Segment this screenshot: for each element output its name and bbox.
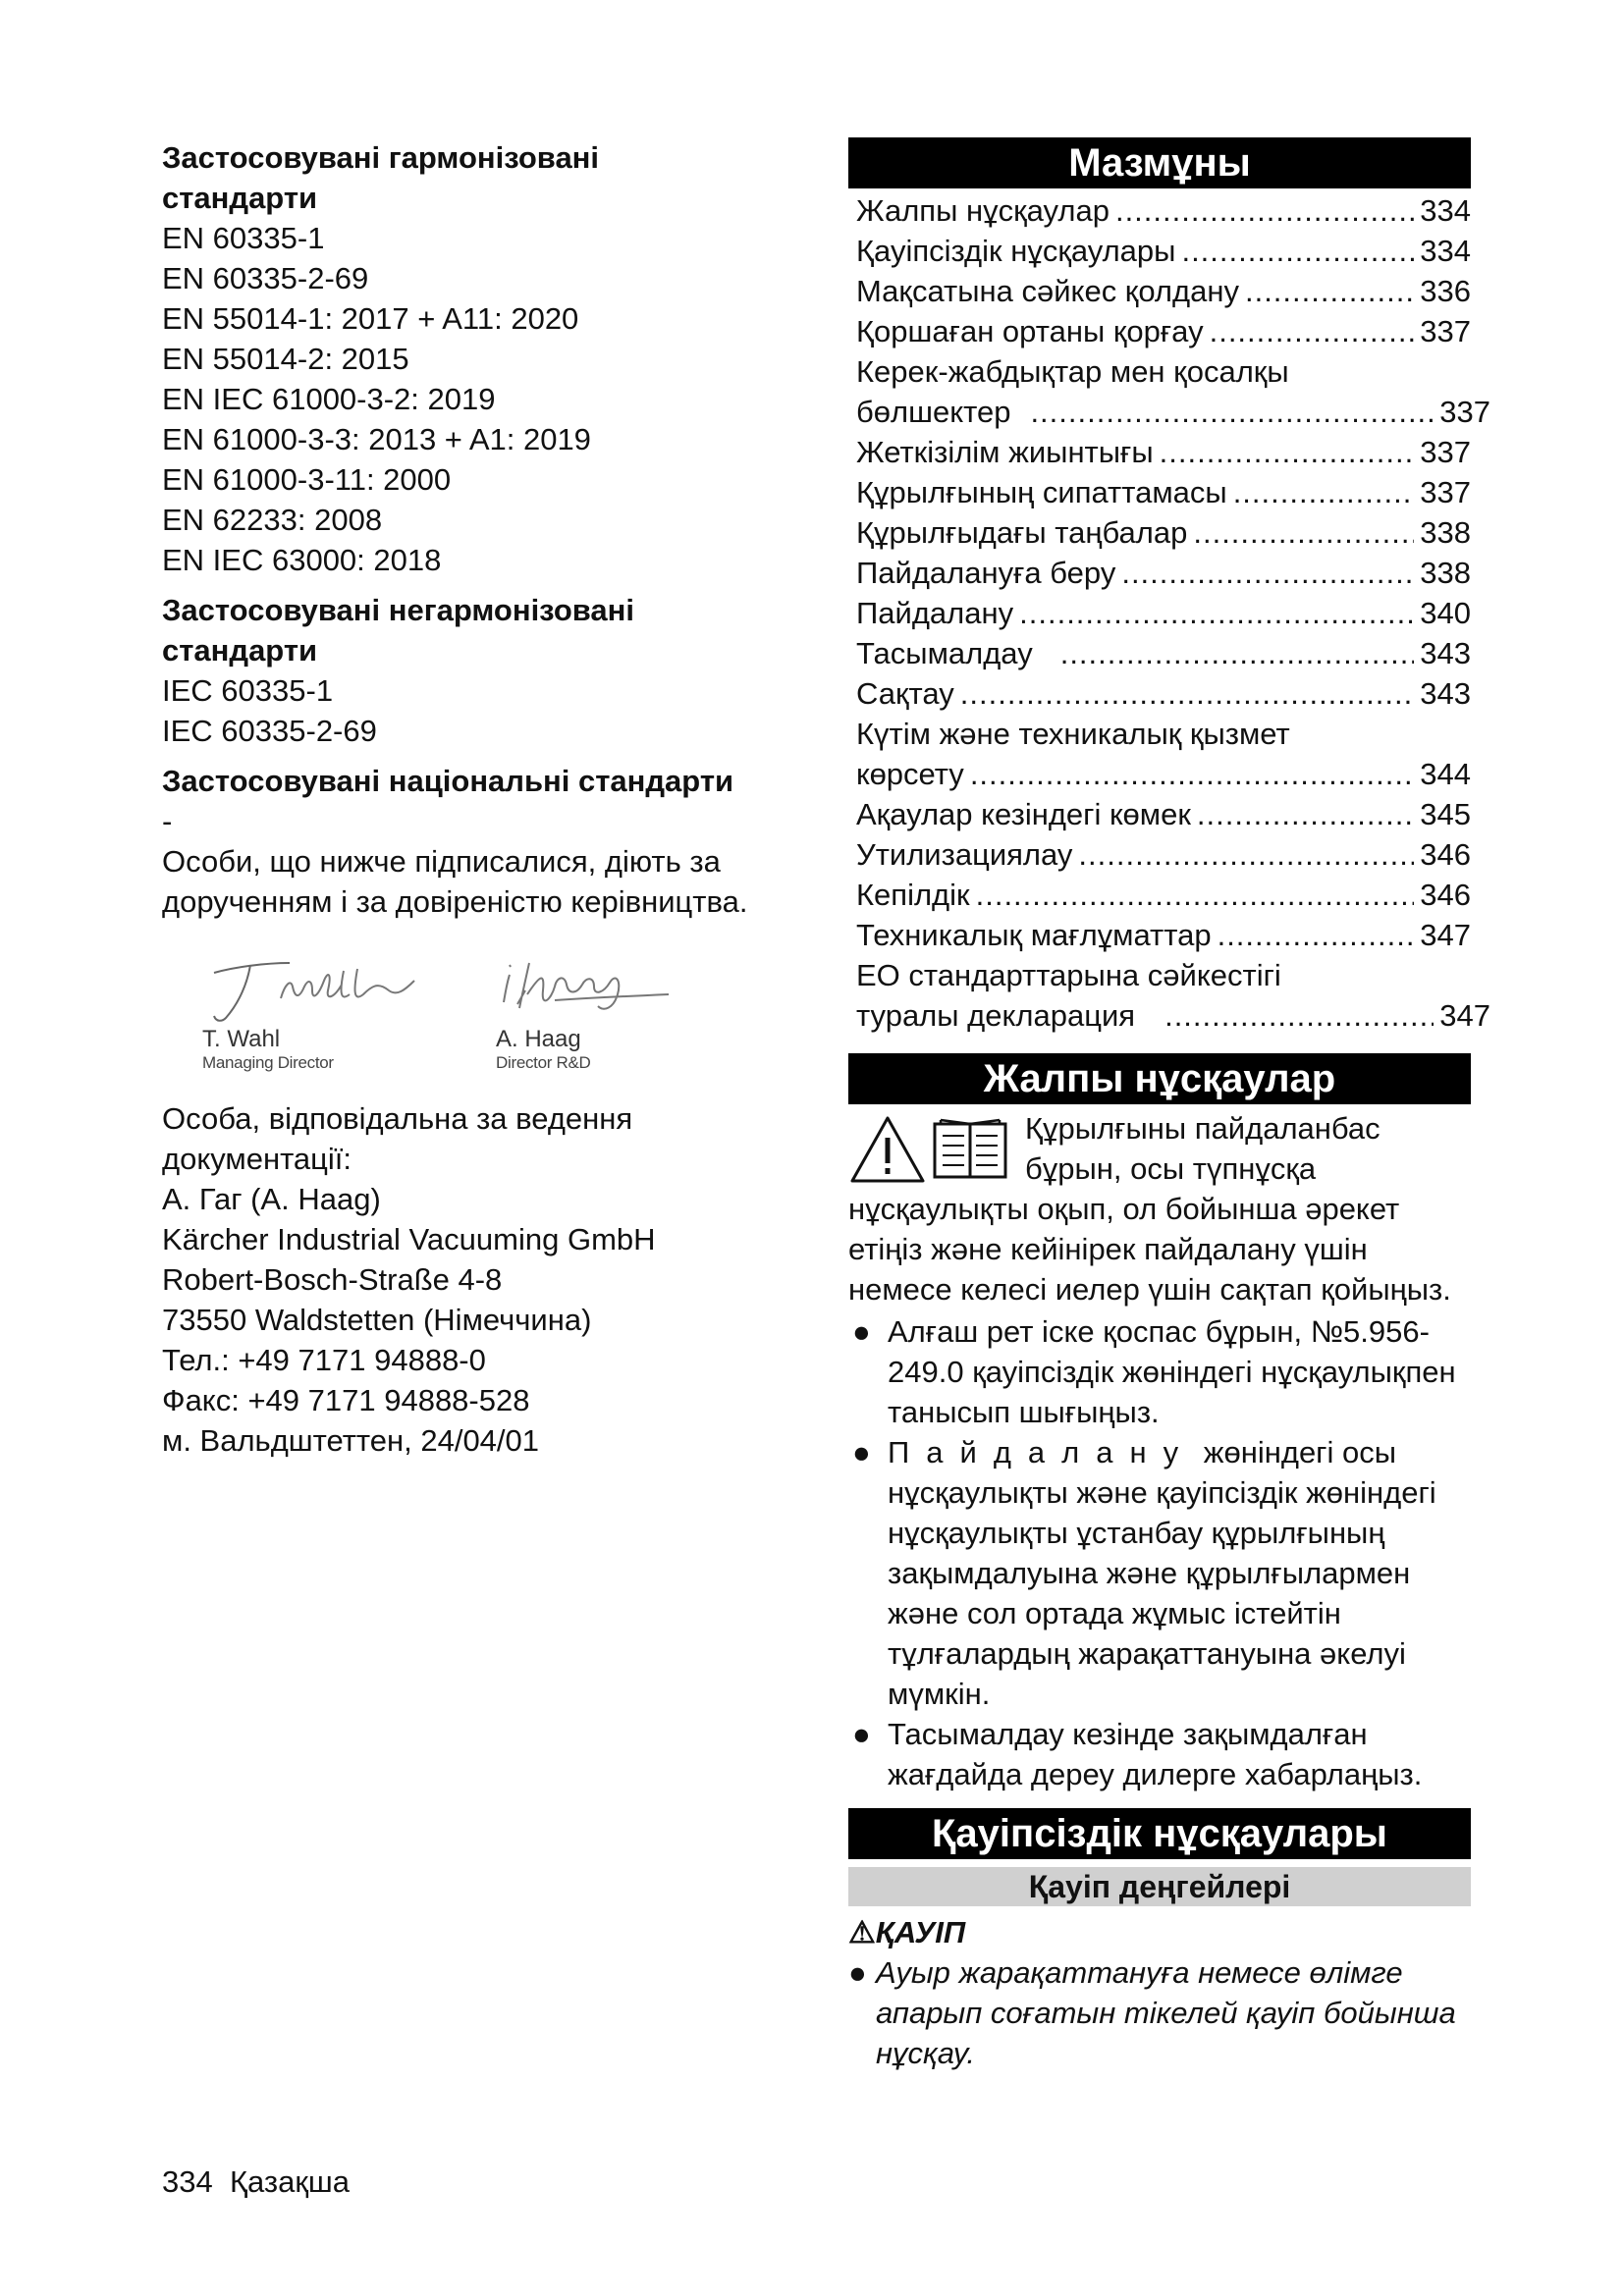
handwritten-signature-icon xyxy=(196,951,432,1026)
bullet-text: Алғаш рет іске қоспас бұрын, №5.956-249.0 қауіпсіздік жөніндегі нұсқаулықпен танысып шығыңыз. xyxy=(888,1314,1456,1429)
general-intro-text: Құрылғыны пайдаланбас бұрын, осы түпнұсқа нұсқаулықты оқып, ол бойынша әрекет етіңіз және кейінірек пайдалану үшін немесе келесі иелер үшін сақтап қойыңыз. xyxy=(848,1111,1451,1307)
toc-entry-title: Күтім және техникалық қызмет xyxy=(856,717,1290,751)
contact-line: Факс: +49 7171 94888-528 xyxy=(162,1383,530,1417)
list-item xyxy=(848,1432,1471,1714)
standard-item: EN 55014-1: 2017 + A11: 2020 xyxy=(162,301,579,336)
toc-entry[interactable] xyxy=(856,875,1471,915)
toc-entry-page: 338 xyxy=(1420,515,1471,550)
page-number: 334 xyxy=(162,2164,213,2199)
right-column xyxy=(848,137,1490,2073)
toc-entry-page: 347 xyxy=(1439,998,1490,1033)
bullet-icon: ● xyxy=(848,1955,867,1990)
toc-entry[interactable] xyxy=(856,673,1471,714)
toc-entry[interactable] xyxy=(856,512,1471,553)
danger-label: ⚠ҚАУІП xyxy=(848,1915,966,1949)
hazard-levels-subtitle: Қауіп деңгейлері xyxy=(848,1867,1471,1906)
toc-entry[interactable] xyxy=(856,271,1471,311)
standard-item: EN 61000-3-11: 2000 xyxy=(162,462,452,497)
standard-item: EN IEC 61000-3-2: 2019 xyxy=(162,382,496,416)
toc-entry-title: ЕО стандарттарына сәйкестігі xyxy=(856,958,1281,992)
toc-entry-title: Жалпы нұсқаулар xyxy=(856,193,1110,228)
toc-entry-title: Пайдалануға беру xyxy=(856,556,1116,590)
toc-entry-page: 344 xyxy=(1420,757,1471,791)
safety-notes-title: Қауіпсіздік нұсқаулары xyxy=(848,1808,1471,1859)
toc-entry-page: 345 xyxy=(1420,797,1471,831)
danger-item xyxy=(848,1952,1471,2073)
toc-entry[interactable] xyxy=(856,432,1471,472)
contact-line: Kärcher Industrial Vacuuming GmbH xyxy=(162,1222,656,1256)
general-bullets xyxy=(848,1311,1471,1794)
toc-entry-title: Кепілдік xyxy=(856,878,970,912)
toc-entry[interactable] xyxy=(856,955,1490,1036)
contact-line: м. Вальдштеттен, 24/04/01 xyxy=(162,1423,540,1458)
toc-entry-page: 337 xyxy=(1420,475,1471,509)
toc-entry-page: 338 xyxy=(1420,556,1471,590)
contact-line: Robert-Bosch-Straße 4-8 xyxy=(162,1262,503,1297)
toc-entry-page: 343 xyxy=(1420,676,1471,711)
toc-entry[interactable] xyxy=(856,834,1471,875)
toc-entry[interactable] xyxy=(856,553,1471,593)
toc-entry-title: көрсету xyxy=(856,757,964,791)
toc-entry[interactable] xyxy=(856,351,1490,432)
toc-entry-page: 346 xyxy=(1420,837,1471,872)
warning-triangle-icon: ⚠ xyxy=(848,1915,876,1949)
signature-haag xyxy=(496,951,692,1073)
toc-entry-title: Техникалық мағлұматтар xyxy=(856,918,1212,952)
national-standards-value: - xyxy=(162,804,173,838)
signature-title: Managing Director xyxy=(202,1053,334,1072)
toc-entry[interactable] xyxy=(856,633,1471,673)
standard-item: EN 61000-3-3: 2013 + A1: 2019 xyxy=(162,422,591,456)
bullet-icon: ● xyxy=(852,1314,871,1349)
toc-entry-title: Жеткізілім жиынтығы xyxy=(856,435,1154,469)
toc-entry-title: туралы декларация xyxy=(856,998,1136,1033)
page-footer xyxy=(162,2162,350,2202)
bullet-text: жөніндегі осы нұсқаулықты және қауіпсіздік жөніндегі нұсқаулықты ұстанбау құрылғының зақымдалуына және құрылғылармен және сол ортада жұмыс істейтін тұлғалардың жарақаттануына әкелуі мүмкін. xyxy=(888,1435,1436,1711)
signature-name: T. Wahl xyxy=(202,1026,281,1052)
bullet-text: Тасымалдау кезінде зақымдалған жағдайда дереу дилерге хабарлаңыз. xyxy=(888,1717,1423,1791)
signature-title: Director R&D xyxy=(496,1053,591,1072)
nonharmonized-standards-heading: Застосовувані негармонізовані стандарти xyxy=(162,593,634,667)
toc-entry-title: Ақаулар кезіндегі көмек xyxy=(856,797,1191,831)
contact-line: Тел.: +49 7171 94888-0 xyxy=(162,1343,486,1377)
list-item xyxy=(848,1311,1471,1432)
bullet-spaced-word: Пайдалану xyxy=(888,1435,1196,1469)
table-of-contents xyxy=(848,190,1490,1036)
left-column xyxy=(162,137,810,1461)
bullet-icon: ● xyxy=(852,1435,871,1469)
standard-item: EN IEC 63000: 2018 xyxy=(162,543,442,577)
signature-wahl xyxy=(196,951,432,1073)
toc-entry[interactable] xyxy=(856,794,1471,834)
toc-entry[interactable] xyxy=(856,593,1471,633)
warning-triangle-icon xyxy=(852,1118,923,1181)
toc-entry-title: Тасымалдау xyxy=(856,636,1033,670)
general-intro xyxy=(848,1108,1471,1309)
toc-entry-title: Сақтау xyxy=(856,676,954,711)
contact-line: А. Гаг (A. Haag) xyxy=(162,1182,381,1216)
signature-name: A. Haag xyxy=(496,1026,581,1052)
standard-item: IEC 60335-2-69 xyxy=(162,714,377,748)
toc-entry-title: Керек-жабдықтар мен қосалқы xyxy=(856,354,1289,389)
toc-entry[interactable] xyxy=(856,472,1471,512)
toc-entry[interactable] xyxy=(856,190,1471,231)
general-notes-title: Жалпы нұсқаулар xyxy=(848,1053,1471,1104)
toc-entry-page: 347 xyxy=(1420,918,1471,952)
toc-entry-title: Утилизациялау xyxy=(856,837,1073,872)
toc-entry-page: 343 xyxy=(1420,636,1471,670)
standard-item: EN 62233: 2008 xyxy=(162,503,383,537)
toc-entry-title: Қауіпсіздік нұсқаулары xyxy=(856,234,1176,268)
toc-entry-page: 340 xyxy=(1420,596,1471,630)
toc-entry[interactable] xyxy=(856,231,1471,271)
toc-entry-title: Құрылғының сипаттамасы xyxy=(856,475,1227,509)
toc-entry-title: бөлшектер xyxy=(856,395,1011,429)
toc-entry-page: 346 xyxy=(1420,878,1471,912)
toc-entry-page: 336 xyxy=(1420,274,1471,308)
toc-entry-title: Қоршаған ортаны қорғау xyxy=(856,314,1204,348)
national-standards-heading: Застосовувані національні стандарти xyxy=(162,764,734,798)
standard-item: IEC 60335-1 xyxy=(162,673,334,708)
contact-line: 73550 Waldstetten (Німеччина) xyxy=(162,1303,592,1337)
toc-entry-page: 337 xyxy=(1420,314,1471,348)
toc-entry-page: 334 xyxy=(1420,234,1471,268)
doc-responsible-label: Особа, відповідальна за ведення документації: xyxy=(162,1101,633,1176)
toc-entry[interactable] xyxy=(856,311,1471,351)
signatures xyxy=(162,951,810,1098)
toc-entry-page: 337 xyxy=(1439,395,1490,429)
toc-entry-page: 334 xyxy=(1420,193,1471,228)
bullet-icon: ● xyxy=(852,1717,871,1751)
toc-entry-title: Құрылғыдағы таңбалар xyxy=(856,515,1188,550)
standard-item: EN 55014-2: 2015 xyxy=(162,342,409,376)
harmonized-standards-list xyxy=(162,218,810,580)
danger-text: Ауыр жарақаттануға немесе өлімге апарып соғатын тікелей қауіп бойынша нұсқау. xyxy=(876,1955,1456,2070)
standard-item: EN 60335-1 xyxy=(162,221,325,255)
toc-entry-page: 337 xyxy=(1420,435,1471,469)
toc-entry-title: Пайдалану xyxy=(856,596,1014,630)
harmonized-standards-heading: Застосовувані гармонізовані стандарти xyxy=(162,140,600,215)
toc-entry[interactable] xyxy=(856,714,1471,794)
manual-book-icon xyxy=(935,1120,1005,1177)
list-item xyxy=(848,1714,1471,1794)
toc-entry-title: Мақсатына сәйкес қолдану xyxy=(856,274,1239,308)
standard-item: EN 60335-2-69 xyxy=(162,261,369,295)
signatories-text: Особи, що нижче підписалися, діють за дорученням і за довіреністю керівництва. xyxy=(162,844,748,919)
toc-entry[interactable] xyxy=(856,915,1471,955)
footer-language: Қазақша xyxy=(229,2164,351,2199)
toc-title: Мазмұны xyxy=(848,137,1471,188)
handwritten-signature-icon xyxy=(496,951,692,1026)
warning-and-manual-icons xyxy=(848,1112,1015,1187)
